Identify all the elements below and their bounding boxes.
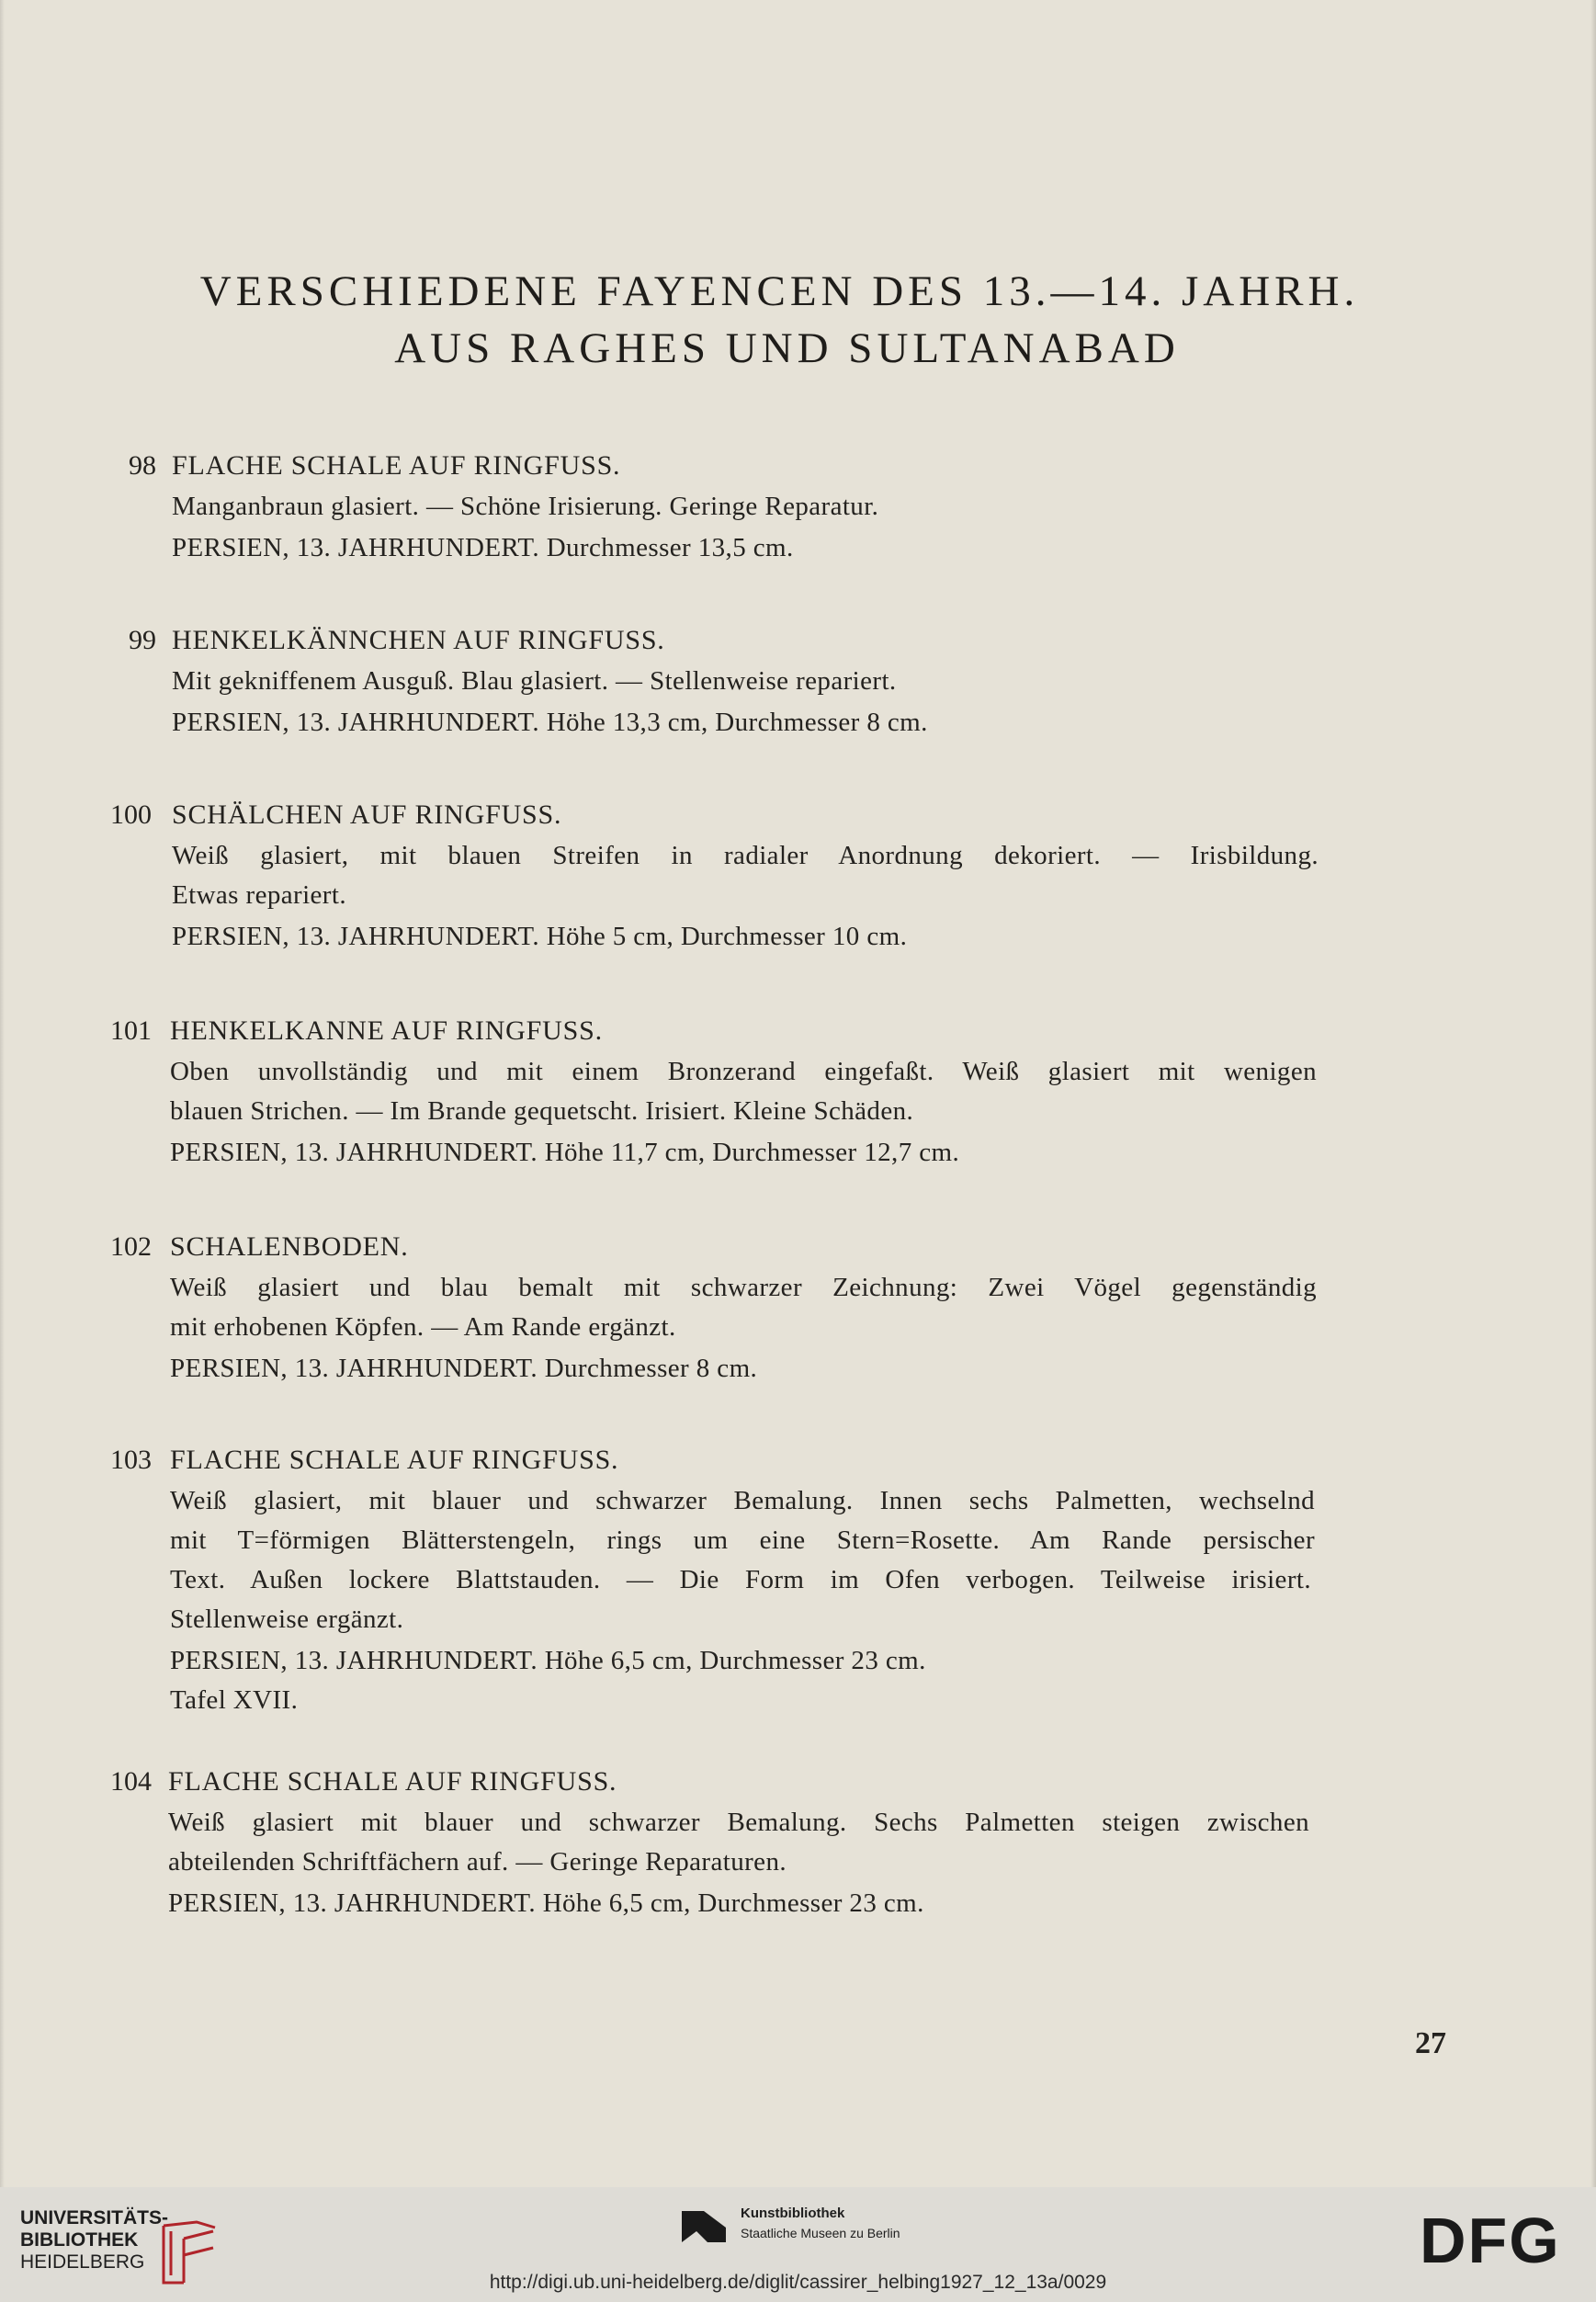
entry-number: 99 — [129, 625, 156, 655]
kunstbibliothek-logo-mark-icon — [680, 2206, 728, 2248]
entry-description: mit erhobenen Köpfen. — Am Rande ergänzt. — [170, 1312, 676, 1342]
entry-number: 98 — [129, 450, 156, 481]
entry-description: Weiß glasiert, mit blauen Streifen in radialer Anordnung dekoriert. — Irisbildung. — [172, 841, 1319, 870]
page-title-line-1: VERSCHIEDENE FAYENCEN DES 13.—14. JAHRH. — [199, 267, 1360, 315]
entry-provenance: PERSIEN, 13. JAHRHUNDERT. Höhe 6,5 cm, Durchmesser 23 cm. — [168, 1888, 924, 1918]
entry-description: mit T=förmigen Blätterstengeln, rings um eine Stern=Rosette. Am Rande persischer — [170, 1525, 1315, 1555]
entry-heading: FLACHE SCHALE AUF RINGFUSS. — [170, 1445, 619, 1475]
entry-description: Mit gekniffenem Ausguß. Blau glasiert. — Stellenweise repariert. — [172, 666, 897, 696]
entry-description: Manganbraun glasiert. — Schöne Irisierung. Geringe Reparatur. — [172, 492, 879, 521]
entry-provenance: PERSIEN, 13. JAHRHUNDERT. Durchmesser 13,5 cm. — [172, 533, 794, 562]
entry-description: Weiß glasiert, mit blauer und schwarzer Bemalung. Innen sechs Palmetten, wechselnd — [170, 1486, 1315, 1515]
entry-heading: HENKELKÄNNCHEN AUF RINGFUSS. — [172, 625, 665, 655]
library-name-line-3: HEIDELBERG — [20, 2251, 145, 2273]
entry-heading: SCHALENBODEN. — [170, 1231, 409, 1262]
entry-description: Text. Außen lockere Blattstauden. — Die Form im Ofen verbogen. Teilweise irisiert. — [170, 1565, 1311, 1594]
entry-description: blauen Strichen. — Im Brande gequetscht. Irisiert. Kleine Schäden. — [170, 1096, 914, 1126]
partner-name: Kunstbibliothek — [741, 2206, 845, 2221]
entry-description: Stellenweise ergänzt. — [170, 1605, 404, 1634]
entry-provenance: PERSIEN, 13. JAHRHUNDERT. Höhe 11,7 cm, Durchmesser 12,7 cm. — [170, 1138, 960, 1167]
page-edge-right — [1590, 0, 1596, 2187]
library-name-line-2: BIBLIOTHEK — [20, 2229, 139, 2251]
entry-number: 102 — [110, 1231, 152, 1262]
entry-number: 100 — [110, 799, 152, 830]
entry-heading: FLACHE SCHALE AUF RINGFUSS. — [172, 450, 621, 481]
entry-provenance: PERSIEN, 13. JAHRHUNDERT. Durchmesser 8 cm. — [170, 1354, 758, 1383]
entry-provenance: PERSIEN, 13. JAHRHUNDERT. Höhe 5 cm, Durchmesser 10 cm. — [172, 922, 908, 951]
entry-description: abteilenden Schriftfächern auf. — Geringe Reparaturen. — [168, 1847, 787, 1877]
entry-heading: SCHÄLCHEN AUF RINGFUSS. — [172, 799, 562, 830]
entry-number: 104 — [110, 1766, 152, 1797]
entry-plate-reference: Tafel XVII. — [170, 1685, 299, 1715]
entry-description: Weiß glasiert und blau bemalt mit schwarzer Zeichnung: Zwei Vögel gegenständig — [170, 1273, 1317, 1302]
entry-description: Oben unvollständig und mit einem Bronzerand eingefaßt. Weiß glasiert mit wenigen — [170, 1057, 1317, 1086]
entry-number: 101 — [110, 1015, 152, 1046]
page-title-line-2: AUS RAGHES UND SULTANABAD — [394, 324, 1180, 372]
entry-heading: FLACHE SCHALE AUF RINGFUSS. — [168, 1766, 617, 1797]
entry-provenance: PERSIEN, 13. JAHRHUNDERT. Höhe 6,5 cm, Durchmesser 23 cm. — [170, 1646, 926, 1675]
dfg-logo[interactable]: DFG — [1420, 2205, 1561, 2276]
page-number: 27 — [1415, 2026, 1446, 2060]
partner-institution: Staatliche Museen zu Berlin — [741, 2226, 900, 2240]
entry-description: Etwas repariert. — [172, 880, 346, 910]
entry-heading: HENKELKANNE AUF RINGFUSS. — [170, 1015, 603, 1046]
digitization-footer — [0, 2187, 1596, 2302]
entry-number: 103 — [110, 1445, 152, 1475]
library-name-line-1: UNIVERSITÄTS- — [20, 2207, 169, 2228]
permalink-url[interactable]: http://digi.ub.uni-heidelberg.de/diglit/cassirer_helbing1927_12_13a/0029 — [489, 2272, 1107, 2293]
entry-provenance: PERSIEN, 13. JAHRHUNDERT. Höhe 13,3 cm, Durchmesser 8 cm. — [172, 708, 928, 737]
entry-description: Weiß glasiert mit blauer und schwarzer Bemalung. Sechs Palmetten steigen zwischen — [168, 1808, 1309, 1837]
